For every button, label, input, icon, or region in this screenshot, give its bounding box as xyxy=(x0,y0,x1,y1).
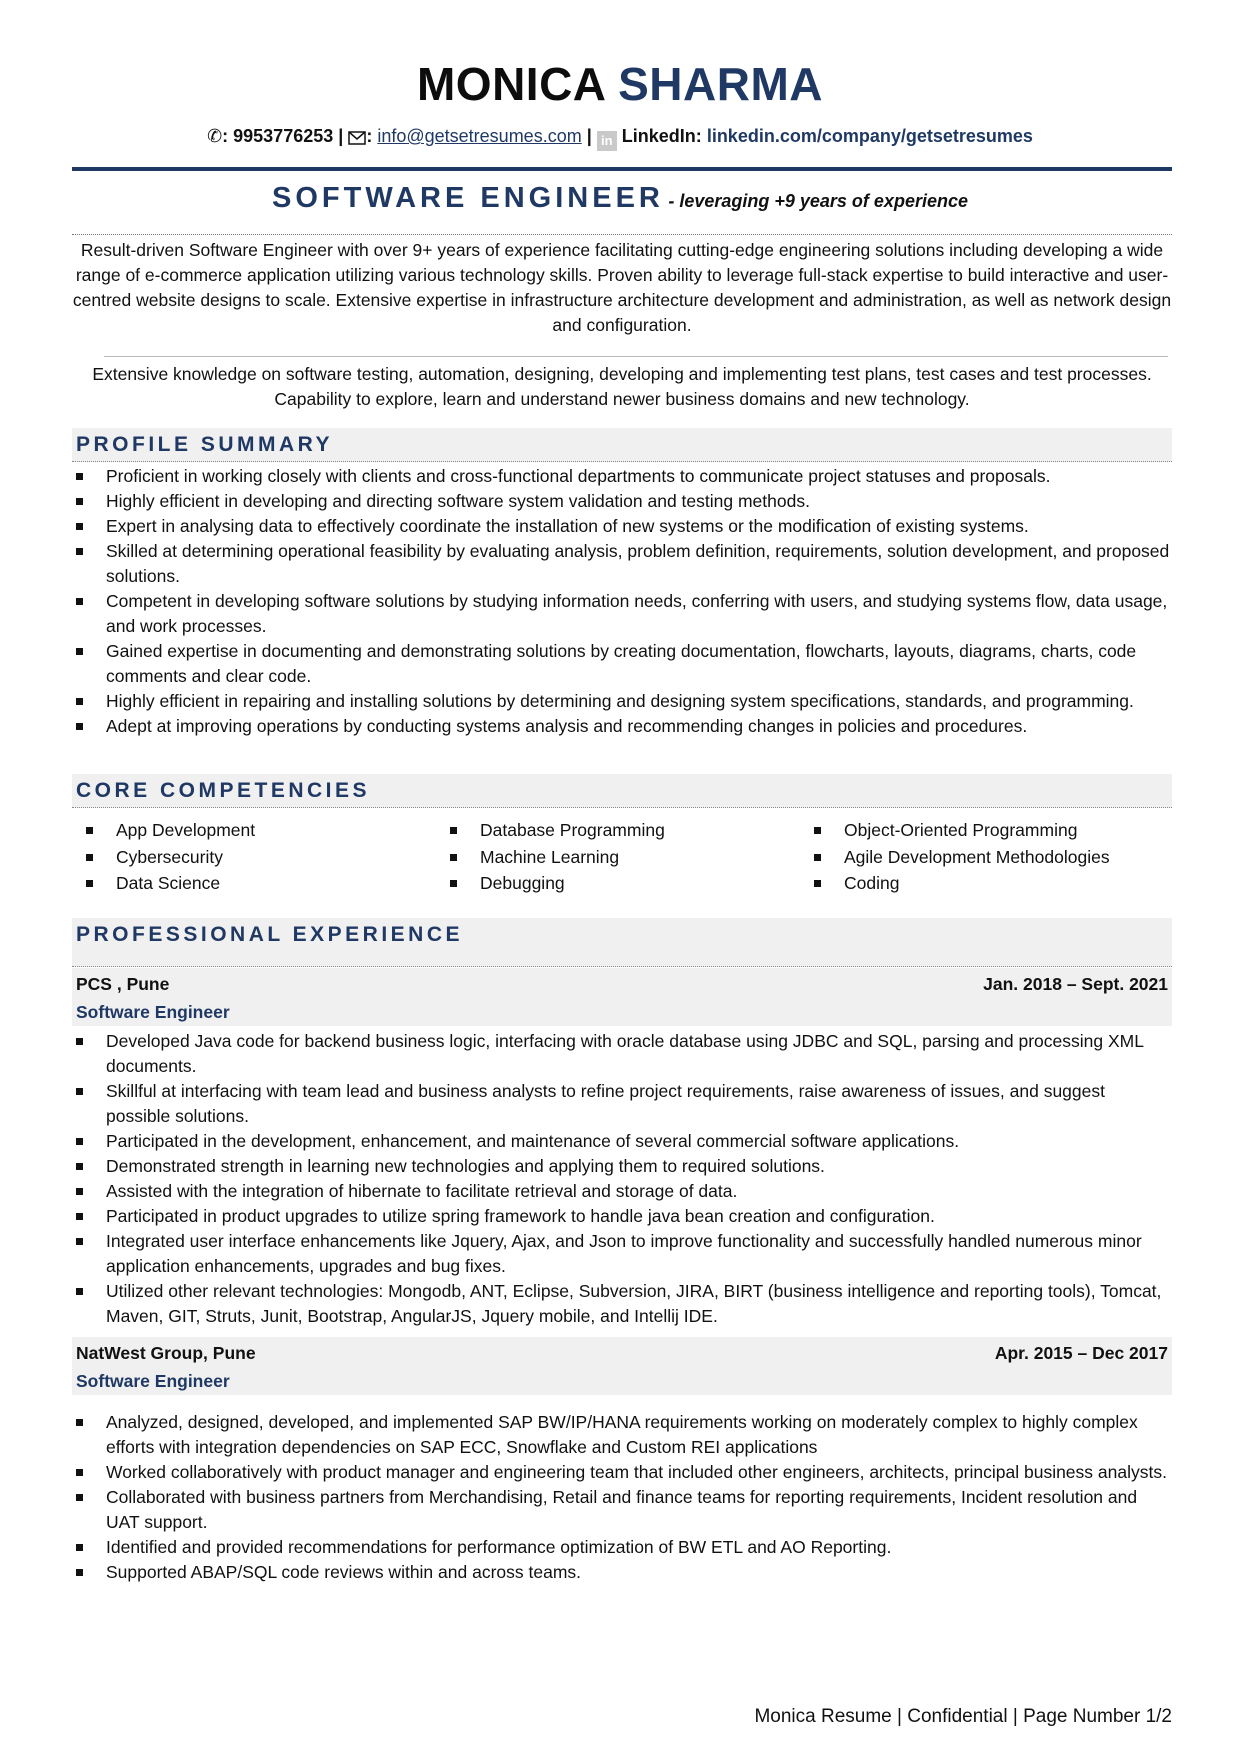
competency-item: Database Programming xyxy=(436,818,800,844)
job-bullets xyxy=(72,1410,1172,1585)
core-competencies-heading xyxy=(72,774,1172,808)
list-item: Collaborated with business partners from Merchandising, Retail and finance teams for reporting requirements, Incident resolution and UAT support. xyxy=(72,1485,1172,1535)
email-link[interactable]: info@getsetresumes.com xyxy=(377,126,582,146)
mail-icon xyxy=(348,127,366,151)
experience-tagline: - leveraging +9 years of experience xyxy=(668,191,968,211)
job-header xyxy=(72,968,1172,1026)
list-item: Supported ABAP/SQL code reviews within and across teams. xyxy=(72,1560,1172,1585)
competency-item: Cybersecurity xyxy=(72,845,436,871)
headline xyxy=(0,178,1240,223)
profile-summary-list xyxy=(72,464,1172,739)
job-bullets xyxy=(72,1029,1172,1329)
list-item: Proficient in working closely with clients and cross-functional departments to communicate project statuses and proposals. xyxy=(72,464,1172,489)
competency-item: App Development xyxy=(72,818,436,844)
linkedin-icon: in xyxy=(597,131,617,151)
phone-number: ✆: 9953776253 xyxy=(207,126,334,146)
list-item: Highly efficient in repairing and installing solutions by determining and designing system specifications, standards, and programming. xyxy=(72,689,1172,714)
list-item: Developed Java code for backend business logic, interfacing with oracle database using JDBC and SQL, parsing and processing XML documents. xyxy=(72,1029,1172,1079)
last-name: SHARMA xyxy=(618,58,823,110)
list-item: Integrated user interface enhancements like Jquery, Ajax, and Json to improve functionality and successfully handled numerous minor application enhancements, upgrades and bug fixes. xyxy=(72,1229,1172,1279)
job-dates: Jan. 2018 – Sept. 2021 xyxy=(983,974,1168,994)
list-item: Skilled at determining operational feasibility by evaluating analysis, problem definition, requirements, solution development, and proposed solutions. xyxy=(72,539,1172,589)
list-item: Adept at improving operations by conducting systems analysis and recommending changes in policies and procedures. xyxy=(72,714,1172,739)
headline-divider xyxy=(72,234,1172,235)
professional-experience-heading xyxy=(72,918,1172,967)
list-item: Skillful at interfacing with team lead and business analysts to refine project requirements, raise awareness of issues, and suggest possible solutions. xyxy=(72,1079,1172,1129)
list-item: Worked collaboratively with product manager and engineering team that included other engineers, architects, principal business analysts. xyxy=(72,1460,1172,1485)
contact-line xyxy=(0,124,1240,151)
job-title: Software Engineer xyxy=(76,1002,230,1022)
first-name: MONICA xyxy=(416,58,605,110)
company-name: PCS , Pune xyxy=(76,974,170,994)
list-item: Expert in analysing data to effectively coordinate the installation of new systems or the modification of existing systems. xyxy=(72,514,1172,539)
job-dates: Apr. 2015 – Dec 2017 xyxy=(994,1343,1168,1363)
intro-paragraph-1: Result-driven Software Engineer with over 9+ years of experience facilitating cutting-edge engineering solutions including developing a wide range of e-commerce application utilizing various technology skills. Proven ability to leverage full-stack expertise to build interactive and user-centred website designs to scale. Extensive expertise in infrastructure architecture development and administration, as well as network design and configuration. xyxy=(72,240,1172,335)
header-divider xyxy=(72,167,1172,171)
list-item: Participated in the development, enhancement, and maintenance of several commercial software applications. xyxy=(72,1129,1172,1154)
list-item: Demonstrated strength in learning new technologies and applying them to required solutions. xyxy=(72,1154,1172,1179)
list-item: Highly efficient in developing and directing software system validation and testing methods. xyxy=(72,489,1172,514)
job-header xyxy=(72,1337,1172,1395)
linkedin-label: LinkedIn: xyxy=(621,126,702,146)
candidate-name xyxy=(0,52,1240,116)
section-title: CORE COMPETENCIES xyxy=(76,779,371,802)
list-item: Competent in developing software solutions by studying information needs, conferring with users, and studying systems flow, data usage, and work processes. xyxy=(72,589,1172,639)
competency-item: Coding xyxy=(800,871,1172,897)
competency-item: Debugging xyxy=(436,871,800,897)
intro-divider xyxy=(104,356,1168,357)
competencies-grid xyxy=(72,818,1172,897)
list-item: Analyzed, designed, developed, and implemented SAP BW/IP/HANA requirements working on moderately complex to highly complex efforts with integration dependencies on SAP ECC, Snowflake and Custom REI applications xyxy=(72,1410,1172,1460)
competency-item: Agile Development Methodologies xyxy=(800,845,1172,871)
job-title: Software Engineer xyxy=(76,1371,230,1391)
list-item: Assisted with the integration of hibernate to facilitate retrieval and storage of data. xyxy=(72,1179,1172,1204)
list-item: Gained expertise in documenting and demonstrating solutions by creating documentation, flowcharts, layouts, diagrams, charts, code comments and clear code. xyxy=(72,639,1172,689)
list-item: Utilized other relevant technologies: Mongodb, ANT, Eclipse, Subversion, JIRA, BIRT (business intelligence and reporting tools), Tomcat, Maven, GIT, Struts, Junit, Bootstrap, AngularJS, Jquery mobile, and Intellij IDE. xyxy=(72,1279,1172,1329)
competency-item: Data Science xyxy=(72,871,436,897)
company-name: NatWest Group, Pune xyxy=(76,1343,256,1363)
email-prefix: : xyxy=(366,126,373,146)
competency-item: Object-Oriented Programming xyxy=(800,818,1172,844)
section-title: PROFILE SUMMARY xyxy=(76,433,334,456)
list-item: Identified and provided recommendations for performance optimization of BW ETL and AO Reporting. xyxy=(72,1535,1172,1560)
separator: | xyxy=(586,126,592,146)
section-title: PROFESSIONAL EXPERIENCE xyxy=(76,923,464,946)
linkedin-link[interactable]: linkedin.com/company/getsetresumes xyxy=(706,126,1033,146)
intro-paragraph-2: Extensive knowledge on software testing, automation, designing, developing and implementing test plans, test cases and test processes. Capability to explore, learn and understand newer business domains and new technology. xyxy=(92,364,1152,409)
page-footer: Monica Resume | Confidential | Page Number 1/2 xyxy=(754,1706,1172,1727)
competency-item: Machine Learning xyxy=(436,845,800,871)
profile-summary-heading xyxy=(72,428,1172,462)
separator: | xyxy=(338,126,344,146)
list-item: Participated in product upgrades to utilize spring framework to handle java bean creation and configuration. xyxy=(72,1204,1172,1229)
job-role-title: SOFTWARE ENGINEER xyxy=(272,182,664,214)
